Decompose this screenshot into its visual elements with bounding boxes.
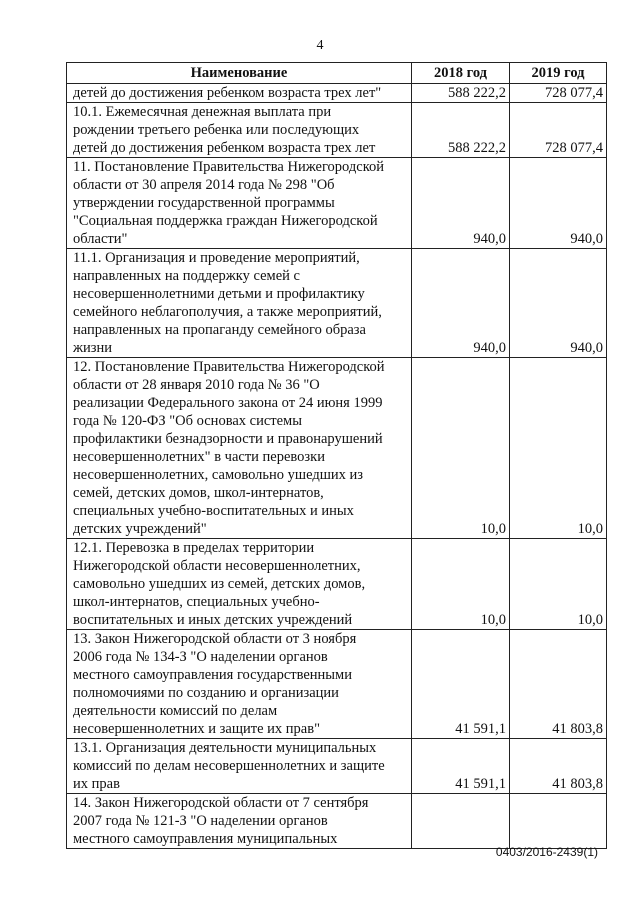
table-row xyxy=(67,358,607,539)
row-name: 12.1. Перевозка в пределах территории Нижегородской области несовершеннолетних, самовольно ушедших из семей, детских домов, школ-интернатов, специальных учебно- воспитательных и иных детских учреждений xyxy=(67,539,412,630)
row-value-2018: 41 591,1 xyxy=(412,739,510,794)
row-value-2018: 588 222,2 xyxy=(412,84,510,103)
row-name: детей до достижения ребенком возраста трех лет" xyxy=(67,84,412,103)
row-value-2019: 10,0 xyxy=(510,539,607,630)
header-year-2019: 2019 год xyxy=(510,63,607,84)
table-row xyxy=(67,84,607,103)
row-value-2019: 10,0 xyxy=(510,358,607,539)
row-value-2018: 940,0 xyxy=(412,249,510,358)
table-row xyxy=(67,103,607,158)
row-value-2018: 588 222,2 xyxy=(412,103,510,158)
page-number: 4 xyxy=(316,38,324,53)
row-name: 11. Постановление Правительства Нижегородской области от 30 апреля 2014 года № 298 "Об утверждении государственной программы "Социальная поддержка граждан Нижегородской области" xyxy=(67,158,412,249)
row-name: 10.1. Ежемесячная денежная выплата при рождении третьего ребенка или последующих детей до достижения ребенком возраста трех лет xyxy=(67,103,412,158)
row-value-2019 xyxy=(510,794,607,849)
row-value-2018: 10,0 xyxy=(412,358,510,539)
header-name: Наименование xyxy=(67,63,412,84)
table-row xyxy=(67,539,607,630)
row-value-2019: 940,0 xyxy=(510,158,607,249)
header-year-2018: 2018 год xyxy=(412,63,510,84)
row-value-2019: 41 803,8 xyxy=(510,630,607,739)
row-value-2018: 10,0 xyxy=(412,539,510,630)
row-value-2019: 41 803,8 xyxy=(510,739,607,794)
row-name: 13.1. Организация деятельности муниципальных комиссий по делам несовершеннолетних и защите их прав xyxy=(67,739,412,794)
row-name: 12. Постановление Правительства Нижегородской области от 28 января 2010 года № 36 "О реализации Федерального закона от 24 июня 1999 года № 120-ФЗ "Об основах системы профилактики безнадзорности и правонарушений несовершеннолетних" в части перевозки несовершеннолетних, самовольно ушедших из семей, детских домов, школ-интернатов, специальных учебно-воспитательных и иных детских учреждений" xyxy=(67,358,412,539)
table-row xyxy=(67,158,607,249)
table-row xyxy=(67,739,607,794)
table-row xyxy=(67,630,607,739)
row-value-2018: 41 591,1 xyxy=(412,630,510,739)
row-value-2019: 728 077,4 xyxy=(510,103,607,158)
row-value-2019: 940,0 xyxy=(510,249,607,358)
table-row xyxy=(67,794,607,849)
table-row xyxy=(67,249,607,358)
row-value-2018: 940,0 xyxy=(412,158,510,249)
row-value-2019: 728 077,4 xyxy=(510,84,607,103)
row-value-2018 xyxy=(412,794,510,849)
document-code: 0403/2016-2439(1) xyxy=(495,845,598,859)
row-name: 14. Закон Нижегородской области от 7 сентября 2007 года № 121-З "О наделении органов местного самоуправления муниципальных xyxy=(67,794,412,849)
table-header-row xyxy=(67,63,607,84)
row-name: 11.1. Организация и проведение мероприятий, направленных на поддержку семей с несовершеннолетними детьми и профилактику семейного неблагополучия, а также мероприятий, направленных на пропаганду семейного образа жизни xyxy=(67,249,412,358)
row-name: 13. Закон Нижегородской области от 3 ноября 2006 года № 134-З "О наделении органов местного самоуправления государственными полномочиями по созданию и организации деятельности комиссий по делам несовершеннолетних и защите их прав" xyxy=(67,630,412,739)
budget-table xyxy=(66,62,607,849)
